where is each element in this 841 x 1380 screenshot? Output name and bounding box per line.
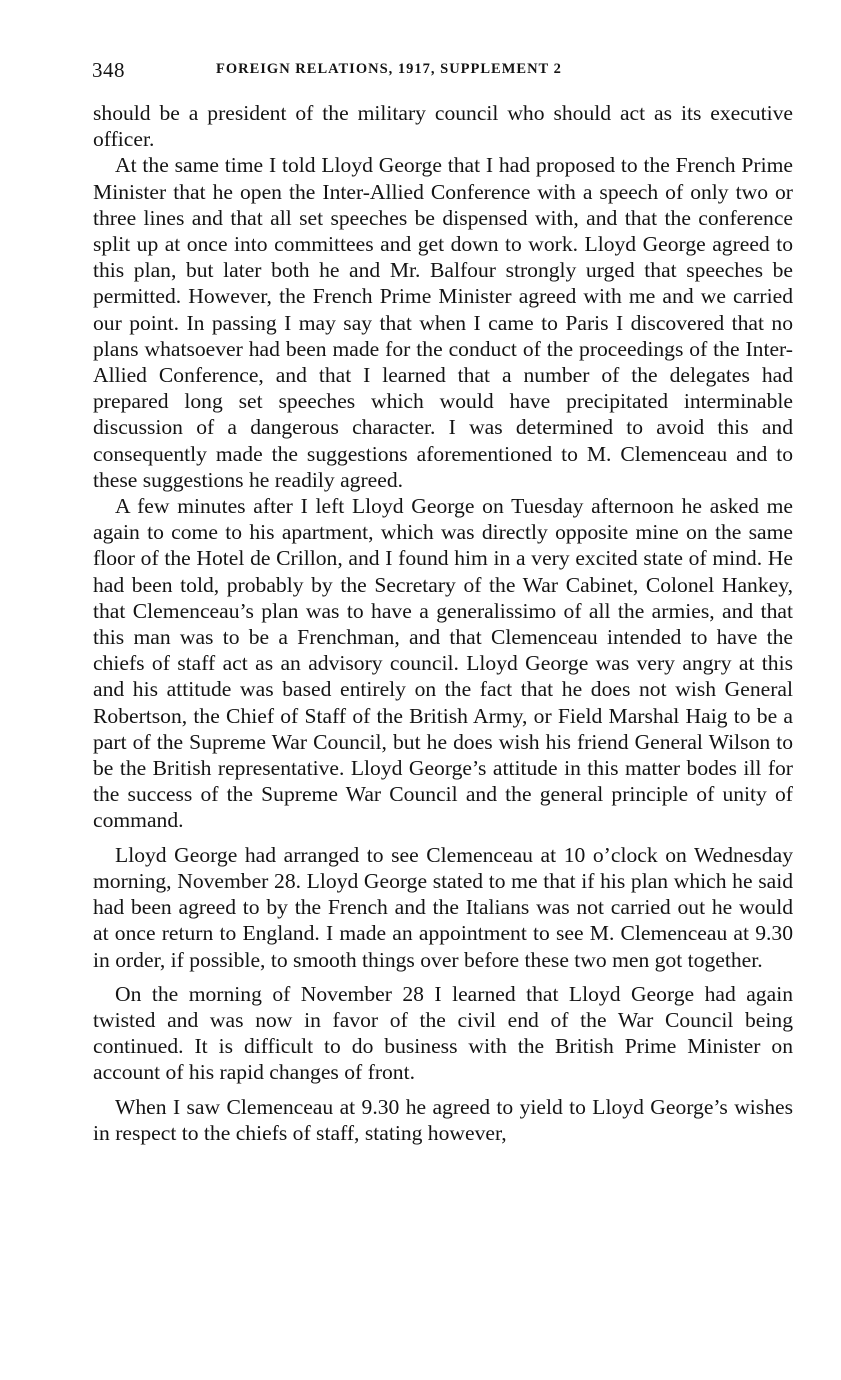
- running-head: FOREIGN RELATIONS, 1917, SUPPLEMENT 2: [216, 61, 562, 77]
- paragraph-clemenceau-meeting: When I saw Clemenceau at 9.30 he agreed to yield to Lloyd George’s wishes in respect to the chiefs of staff, stating however,: [93, 1094, 793, 1145]
- paragraph-tuesday-meeting: A few minutes after I left Lloyd George on Tuesday afternoon he asked me again to come to his apartment, which was directly opposite mine on the same floor of the Hotel de Crillon, and I found him in a very excited state of mind. He had been told, probably by the Secretary of the War Cabinet, Colonel Hankey, that Clemenceau’s plan was to have a generalissimo of all the armies, and that this man was to be a Frenchman, and that Clemenceau intended to have the chiefs of staff act as an advisory council. Lloyd George was very angry at this and his attitude was based entirely on the fact that he does not wish General Robertson, the Chief of Staff of the British Army, or Field Marshal Haig to be a part of the Supreme War Council, but he does wish his friend General Wilson to be the British representative. Lloyd George’s attitude in this matter bodes ill for the success of the Supreme War Council and the general principle of unity of command.: [93, 494, 793, 833]
- paragraph-wednesday-appointment: Lloyd George had arranged to see Clemenceau at 10 o’clock on Wednesday morning, November 28. Lloyd George stated to me that if his plan which he said had been agreed to by the French and the Italians was not carried out he would at once return to England. I made an appointment to see M. Clemenceau at 9.30 in order, if possible, to smooth things over before these two men got together.: [93, 842, 793, 972]
- page-number: 348: [92, 58, 125, 82]
- paragraph-november-28: On the morning of November 28 I learned that Lloyd George had again twisted and was now in favor of the civil end of the War Council being continued. It is difficult to do business with the British Prime Minister on account of his rapid changes of front.: [93, 981, 793, 1085]
- paragraph-conference-speeches: At the same time I told Lloyd George that I had proposed to the French Prime Minister that he open the Inter-Allied Conference with a speech of only two or three lines and that all set speeches be dispensed with, and that the conference split up at once into committees and get down to work. Lloyd George agreed to this plan, but later both he and Mr. Balfour strongly urged that speeches be permitted. However, the French Prime Minister agreed with me and we carried our point. In passing I may say that when I came to Paris I discovered that no plans whatsoever had been made for the conduct of the proceedings of the Inter-Allied Conference, and that I learned that a number of the delegates had prepared long set speeches which would have precipitated interminable discussion of a dangerous character. I was determined to avoid this and consequently made the suggestions aforementioned to M. Clemenceau and to these suggestions he readily agreed.: [93, 153, 793, 492]
- paragraph-continuation: should be a president of the military council who should act as its executive officer.: [93, 101, 793, 152]
- body-text: [93, 100, 793, 1146]
- page-header: [92, 58, 732, 88]
